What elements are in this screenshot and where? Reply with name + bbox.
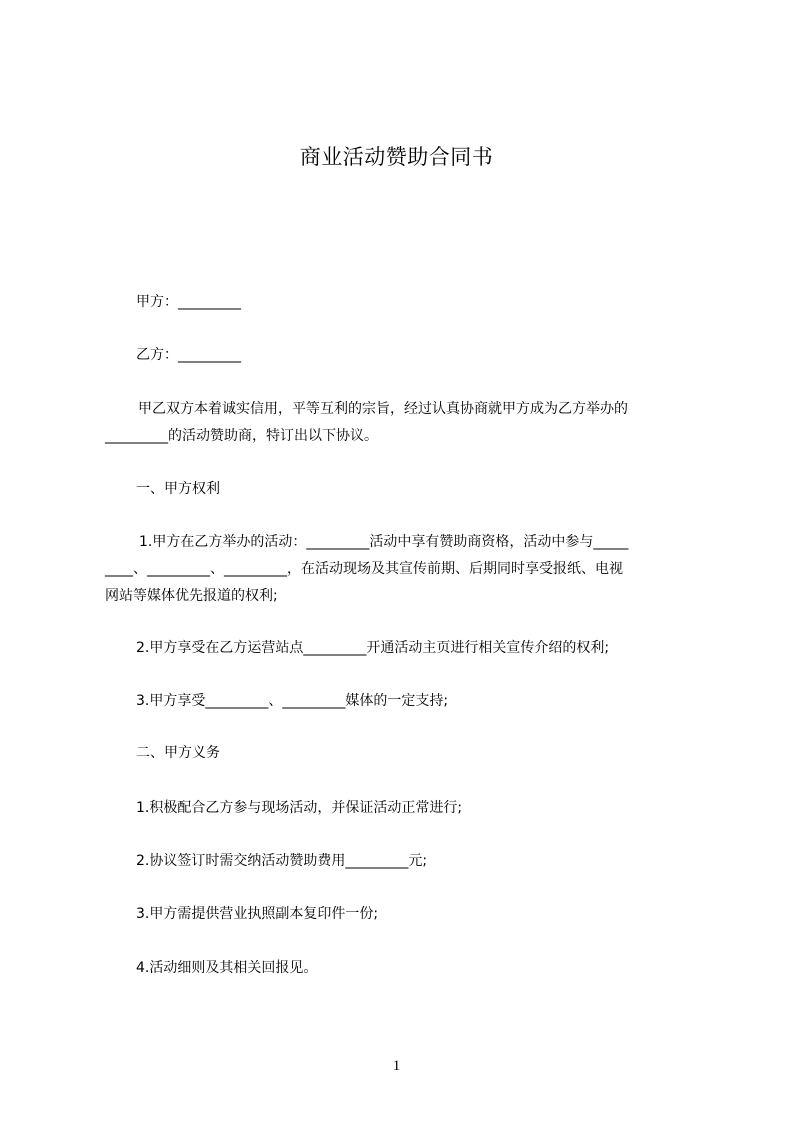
intro-line-2: _________的活动赞助商，特订出以下协议。 bbox=[105, 428, 378, 444]
section-1-item-1-line-3: 网站等媒体优先报道的权利; bbox=[105, 588, 278, 604]
section-1-item-1 bbox=[105, 529, 705, 610]
section-1-item-1-line-2: ____、_________、_________，在活动现场及其宣传前期、后期同时享受报纸、电视 bbox=[105, 561, 623, 577]
section-1-heading: 一、甲方权利 bbox=[136, 481, 220, 497]
section-1-item-3: 3.甲方享受_________、_________媒体的一定支持; bbox=[136, 693, 449, 709]
section-2-heading: 二、甲方义务 bbox=[136, 745, 220, 761]
document-title: 商业活动赞助合同书 bbox=[299, 145, 494, 169]
intro-line-1: 甲乙双方本着诚实信用，平等互利的宗旨，经过认真协商就甲方成为乙方举办的 bbox=[138, 401, 628, 417]
section-2-item-3: 3.甲方需提供营业执照副本复印件一份; bbox=[136, 906, 379, 922]
page-number: 1 bbox=[392, 1058, 401, 1074]
section-2-item-2: 2.协议签订时需交纳活动赞助费用_________元; bbox=[136, 853, 428, 869]
intro-paragraph bbox=[105, 396, 705, 450]
party-b-line: 乙方：_________ bbox=[136, 347, 241, 363]
section-2-item-4: 4.活动细则及其相关回报见。 bbox=[136, 960, 318, 976]
section-1-item-1-line-1: 1.甲方在乙方举办的活动：_________活动中享有赞助商资格，活动中参与_____ bbox=[139, 534, 629, 550]
section-2-item-1: 1.积极配合乙方参与现场活动，并保证活动正常进行; bbox=[136, 800, 463, 816]
section-1-item-2: 2.甲方享受在乙方运营站点_________开通活动主页进行相关宣传介绍的权利; bbox=[136, 640, 610, 656]
party-a-line: 甲方：_________ bbox=[136, 294, 241, 310]
